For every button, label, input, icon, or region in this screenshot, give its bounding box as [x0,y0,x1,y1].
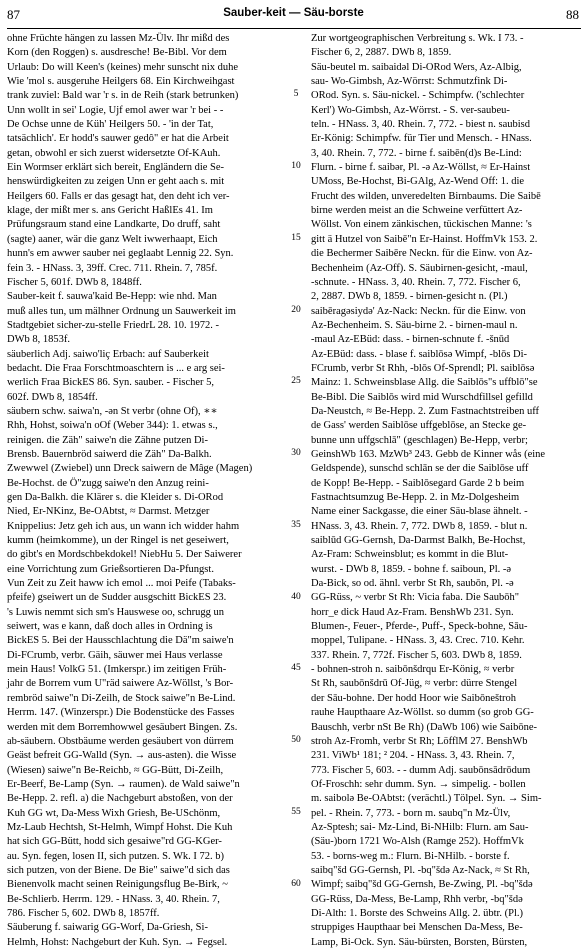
line-number: 25 [291,376,301,387]
text-line: Nied, Er-NKinz, Be-OAbtst, ≈ Darmst. Metzger [7,506,210,518]
text-line: Fischer 6, 2, 2887. DWb 8, 1859. [311,47,452,59]
text-line: mein Haus! VolkG 51. (Imkerspr.) im zeitigen Früh- [7,664,227,676]
text-line: Az-Fram: Schweinsblut; es kommt in die Blut- [311,549,509,561]
text-line: die Bechermer Saibēre Neckn. für die Einw. von Az- [311,248,533,260]
text-line: (Säu-)born 1721 Wo-Alsh (Ramge 252). HoffmVk [311,836,524,848]
line-number: 45 [291,663,301,674]
text-line: 53. - borns-weg m.: Flurn. Bi-NHilb. - borste f. [311,850,510,862]
left-text-column [7,32,283,948]
running-title: Sauber-keit — Säu-borste [223,7,364,19]
text-line: seiwert, was e kann, daß doch alles in Ordning is [7,621,213,633]
text-line: reinigen. die Zäh" saiwe'n die Zähne putzen Di- [7,434,208,446]
text-line: FCrumb, verbr St Rhh, -blōs Of-Sprendl; Pl. saiblōsə [311,362,535,374]
text-line: Mz-Laub Hechtsh, St-Helmh, Wimpf Hohst. Die Kuh [7,821,233,833]
text-line: sich putzen, von der Biene. De Bie" saiwe"d sich das [7,864,230,876]
text-line: Di-FCrumb, verbr. Gäih, säuwer mei Haus verlasse [7,649,223,661]
line-number: 10 [291,161,301,172]
text-line: St Rh, saubōnšdrū Of-Jüg, ≈ verbr: dürre Stengel [311,678,518,690]
text-line: gitt ä Hutzel von Saibē"n Er-Hainst. HoffmVk 153. 2. [311,233,538,245]
text-line: 602f. DWb 8, 1854ff. [7,391,98,403]
text-line: teln. - HNass. 3, 40. Rhein. 7, 772. - biest n. saubisd [311,119,531,131]
text-line: Wöllst. Von einem zänkischen, tückischen Manne: 's [311,219,532,231]
text-line: säuberlich Adj. saiwo'liç Erbach: auf Sauberkeit [7,348,209,360]
text-line: Be-Hochst. de Ö"zugg saiwe'n den Anzug reini- [7,477,209,489]
text-line: Brensb. Bauernbröd saiwerd die Zäh" Da-Balkh. [7,448,212,460]
text-line: Be-Schlierb. Herrm. 129. - HNass. 3, 40. Rhein. 7, [7,893,220,905]
text-line: Bienenvolk macht seinen Reinigungsflug Be-Birk, ~ [7,879,228,891]
text-line: hat sich GG-Bütt, hodd sich gesaiwe"rd GG-KGer- [7,836,222,848]
text-line: trank zuviel: Bald war 'r s. in de Reih (stark betrunken) [7,90,239,102]
text-line: Be-Hepp. 2. refl. a) die Nachgeburt abstoßen, von der [7,793,233,805]
text-line: pfeife) gseiwert un de Sudder ausgschitt BickES 23. [7,592,227,604]
text-line: Geäst befreit GG-Walld (Syn. → aus-asten). die Wisse [7,750,237,762]
text-line: Az-Sptesh; sai- Mz-Lind, Bi-NHilb: Flurn. am Sau- [311,821,529,833]
text-line: horr_e dick Haud Az-Fram. BenshWb 231. Syn. [311,606,514,618]
text-line: Prüfungsraum stand eine Landkarte, Do druff, saht [7,219,221,231]
text-line: rembröd saiwe"n Di-Zeilh, de Stock saiwe"n Be-Lind. [7,692,236,704]
text-line: De Ochse unne de Küh' Heilgers 50. - 'in der Tat, [7,119,214,131]
text-line: GeinshWb 163. MzWb³ 243. Gebb de Kinner wås (eine [311,448,546,460]
text-line: birne werden meist an die Schweine verfüttert Az- [311,205,523,217]
text-line: moppel, Tulipane. - HNass. 3, 43. Crec. 710. Kehr. [311,635,525,647]
text-line: bunne unn uffgschlā" (geschlagen) Be-Hepp, verbr; [311,434,528,446]
line-number: 5 [293,89,299,100]
text-line: Fischer 5, 601f. DWb 8, 1848ff. [7,276,142,288]
text-line: eine Vorrichtung zum Grießsortieren Da-Pfungst. [7,563,214,575]
text-line: 's Luwis nemmt sich sm's Hauswese oo, schrugg un [7,606,224,618]
text-line: sau- Wo-Gimbsh, Az-Wörrst: Schmutzfink Di- [311,76,508,88]
text-line: 2, 2887. DWb 8, 1859. - birnen-gesicht n. (Pl.) [311,291,508,303]
text-line: rauhe Haupthaare Az-Wöllst. so dumm (so grob GG- [311,707,534,719]
text-line: -schnute. - HNass. 3, 40. Rhein. 7, 772. Fischer 6, [311,276,521,288]
text-line: wurst. - DWb 8, 1859. - bohne f. saiboun, Pl. -ə [311,563,512,575]
text-line: Herrm. 147. (Winzerspr.) Die Bodenstücke des Fasses [7,707,235,719]
text-line: Of-Froschh: sehr dumm. Syn. → simpelig. - bollen [311,778,526,790]
text-line: Be-Bibl. Die Saiblōs wird mid Wurschdfillsel gefilld [311,391,533,403]
text-line: Az-Bechenheim. S. Säu-birne 2. - birnen-maul n. [311,319,518,331]
text-line: Knippelius: Jetz geh ich aus, un wann ich widder hahm [7,520,240,532]
text-line: saiblūd GG-Gernsh, Da-Darmst Balkh, Be-Hochst, [311,535,526,547]
text-line: GG-Rüss, ~ verbr St Rh: Vicia faba. Die Saubōh" [311,592,520,604]
text-line: Vun Zeit zu Zeit haww ich emol ... moi Peife (Tabaks- [7,578,236,590]
text-line: Name einer Sackgasse, die einer Säu-blase ähnelt. - [311,506,528,518]
text-line: ab-säubern. Obstbäume werden gesäubert von dürrem [7,735,234,747]
text-line: de Kopp! Be-Hepp. - Saiblōsegard Garde 2 b beim [311,477,525,489]
text-line: Di-Alth: 1. Borste des Schweins Allg. 2. übtr. (Pl.) [311,907,524,919]
text-line: säubern schw. saiwa'n, -ən St verbr (ohne Of), ∗∗ [7,405,218,417]
text-line: Blumen-, Feuer-, Pferde-, Puff-, Speck-bohne, Sāu- [311,621,528,633]
text-line: bedacht. Die Fraa Forschtmoaschtern is ... e arg sei- [7,362,225,374]
text-line: Da-Bick, so od. ähnl. verbr St Rh, saubōn, Pl. -ə [311,578,514,590]
line-number: 40 [291,591,301,602]
text-line: m. saibolə Be-OAbtst: (verächtl.) Tölpel. Syn. → Sim- [311,793,542,805]
text-line: (sagte) aaner, wär die ganz Welt iwwerhaapt, Eich [7,233,218,245]
text-line: Stadtgebiet sicher-zu-stelle FriedrL 28. 10. 1972. - [7,319,219,331]
text-line: Bauschh, verbr nSt Be Rh) (DaWb 106) wie Saibōne- [311,721,537,733]
text-line: muß alles tun, um mälhner Ordnung un Sauwerkeit im [7,305,236,317]
text-line: 337. Rhein. 7, 772f. Fischer 5, 603. DWb 8, 1859. [311,649,522,661]
text-line: BickES 5. Bei der Hausschlachtung die Dä"m saiwe'n [7,635,234,647]
text-line: 231. ViWb¹ 181; ² 204. - HNass. 3, 43. Rhein. 7, [311,750,515,762]
text-line: - bohnen-stroh n. saibōnšdrqu Er-König, ≈ verbr [311,664,515,676]
text-line: ohne Früchte hängen zu lassen Mz-Ülv. Ihr mißd des [7,33,230,44]
text-line: Kuh GG wt, Da-Mess Wixh Griesh, Be-USchönm, [7,807,221,819]
text-line: saibq"šd GG-Gernsh, Pl. -bq"šdə Az-Nack, ≈ St Rh, [311,864,530,876]
text-line: UMoss, Be-Hochst, Bi-GAlg, Az-Wend Off: 1. die [311,176,525,188]
text-line: de Gass' werden Saiblōse uffgeblōse, an Stecke ge- [311,420,527,432]
text-line: Fastnachtsumzug Be-Hepp. 2. in Mz-Dolgesheim [311,492,520,503]
text-line: henswürdigkeiten zu zeigen Unn er geht aach s. mit [7,176,225,188]
text-line: Mainz: 1. Schweinsblase Allg. die Saiblōs"s uffblō"se [311,377,538,389]
text-line: Urlaub: Do will Keen's (keines) mehr sunscht nix duhe [7,61,239,73]
text-line: hunn's em awwer sauber nei geglaabt Lennig 22. Syn. [7,248,234,260]
page-header [0,7,587,27]
text-line: Lamp, Bi-Ock. Syn. Säu-bürsten, Borsten, Bürsten, [311,936,528,948]
text-line: Geldspende), sunschd schlān se der die Saiblōse uff [311,463,529,475]
text-line: stroh Az-Fromh, verbr St Rh; LöfflM 27. BenshWb [311,735,528,747]
text-line: Säuberung f. saiwarig GG-Worf, Da-Griesh, Si- [7,922,208,934]
line-number: 15 [291,232,301,243]
text-line: Ein Wormser erklärt sich bereit, Engländern die Se- [7,162,225,174]
text-line: Bechenheim (Az-Off). S. Säubirnen-gesicht, -maul, [311,262,528,274]
text-line: Rhh, Hohst, soiwa'n oOf (Weber 344): 1. etwas s., [7,420,218,432]
text-line: Wimpf; saibq"šd GG-Gernsh, Be-Zwing, Pl. -bq"šdə [311,879,533,891]
line-number: 55 [291,806,301,817]
text-line: Säu-beutel m. saibaidəl Di-ORod Wers, Az-Albig, [311,61,522,73]
text-line: Helmh, Hohst: Nachgeburt der Kuh. Syn. → Fegsel. [7,936,228,948]
text-line: tatsächlich'. Er hodd's sauwer gedô" er hat die Arbeit [7,133,229,145]
text-line: werden mit dem Borremhowwel gesäubert Bingen. Zs. [7,721,238,733]
text-line: Da-Neustch, ≈ Be-Hepp. 2. Zum Fastnachtstreiben uff [311,405,540,417]
text-line: -maul Az-EBüd: dass. - birnen-schnute f. -šnūd [311,334,510,346]
text-line: Er-Beerf, Be-Lamp (Syn. → raumen). de Wald saiwe"n [7,778,240,790]
text-line: GG-Rüss, Da-Mess, Be-Lamp, Rhh verbr, -bq"šdə [311,893,523,905]
text-line: Heilgers 60. Falls er das gesagt hat, den deht ich ver- [7,190,230,202]
text-line: Wie 'mol s. ausgeruhe Heilgers 68. Ein Kirchweihgast [7,76,235,88]
text-line: klage, der mißt mer s. ans Gericht HaßlEs 41. Im [7,205,213,217]
line-number: 20 [291,304,301,315]
text-line: Frucht des wilden, unveredelten Birnbaums. Die Saibē [311,190,541,202]
line-number: 60 [291,878,301,889]
right-text-column [311,32,581,948]
text-line: saibēragəsiydə' Az-Nack: Neckn. für die Einw. von [311,305,526,317]
text-line: kumm (heimkomme), un der Ringel is net geseiwert, [7,535,229,547]
text-line: Unn wollt in sei' Logie, Ujf emol awer war 'r bei - - [7,104,224,116]
text-line: Zur wortgeographischen Verbreitung s. Wk. I 73. - [311,33,524,44]
page-number-right: 88 [566,7,579,22]
text-line: werlich Fraa BickES 86. Syn. sauber. - Fischer 5, [7,377,215,389]
line-number: 50 [291,735,301,746]
text-line: 773. Fischer 5, 603. - - dumm Adj. saubōnsādrōdum [311,764,531,776]
text-line: jahr de Borrem vum U"räd saiwere Az-Wöllst, 's Bor- [7,678,234,690]
text-line: Flurn. - birne f. saibər, Pl. -ə Az-Wöllst, ≈ Er-Hainst [311,162,531,174]
text-line: HNass. 3, 43. Rhein. 7, 772. DWb 8, 1859. - blut n. [311,520,528,532]
text-line: 3, 40. Rhein. 7, 772. - birne f. saibēn(d)s Be-Lind: [311,147,522,159]
text-line: Zwewwel (Zwiebel) unn Dreck saiwern de Mâge (Magen) [7,463,253,475]
text-line: (Wiesen) saiwe"n Be-Reichb, ≈ GG-Bütt, Di-Zeilh, [7,764,224,776]
text-line: Sauber-keit f. sauwa'kaid Be-Hepp: wie nhd. Man [7,291,217,303]
text-line: Kerl') Wo-Gimbsh, Az-Wörrst. - S. ver-saubeu- [311,104,510,116]
text-line: struppiges Haupthaar bei Menschen Da-Mess, Be- [311,922,523,934]
text-line: 786. Fischer 5, 602. DWb 8, 1857ff. [7,907,160,919]
text-line: fein 3. - HNass. 3, 39ff. Crec. 711. Rhein. 7, 785f. [7,262,218,274]
header-rule [7,28,581,29]
text-line: DWb 8, 1853f. [7,334,70,346]
text-line: Korn (den Roggen) s. ausdresche! Be-Bibl. Vor dem [7,47,227,59]
text-line: au. Syn. fegen, losen II, sich putzen. S. Wk. I 72. b) [7,850,225,862]
text-line: gen Da-Balkh. die Klärer s. die Kleider s. Di-ORod [7,492,224,503]
text-line: der Sāu-bohne. Der hodd Hoor wie Saibōneštroh [311,692,516,704]
text-line: getan, obwohl er sich zuerst widersetzte Of-KAuh. [7,147,221,159]
text-line: Az-EBüd: dass. - blase f. saiblōsə Wimpf, -blōs Di- [311,348,528,360]
text-line: Er-König: Schimpfw. für Tier und Mensch. - HNass. [311,133,532,145]
text-line: do gibt's en Mordschbekdokel! NiebHu 5. Der Saiwerer [7,549,242,561]
page-number-left: 87 [7,7,20,22]
text-line: pel. - Rhein. 7, 773. - born m. saubq"n Mz-Ülv, [311,807,511,819]
text-line: ORod. Syn. s. Säu-nickel. - Schimpfw. ('schlechter [311,90,525,102]
line-number: 35 [291,519,301,530]
line-number: 30 [291,448,301,459]
